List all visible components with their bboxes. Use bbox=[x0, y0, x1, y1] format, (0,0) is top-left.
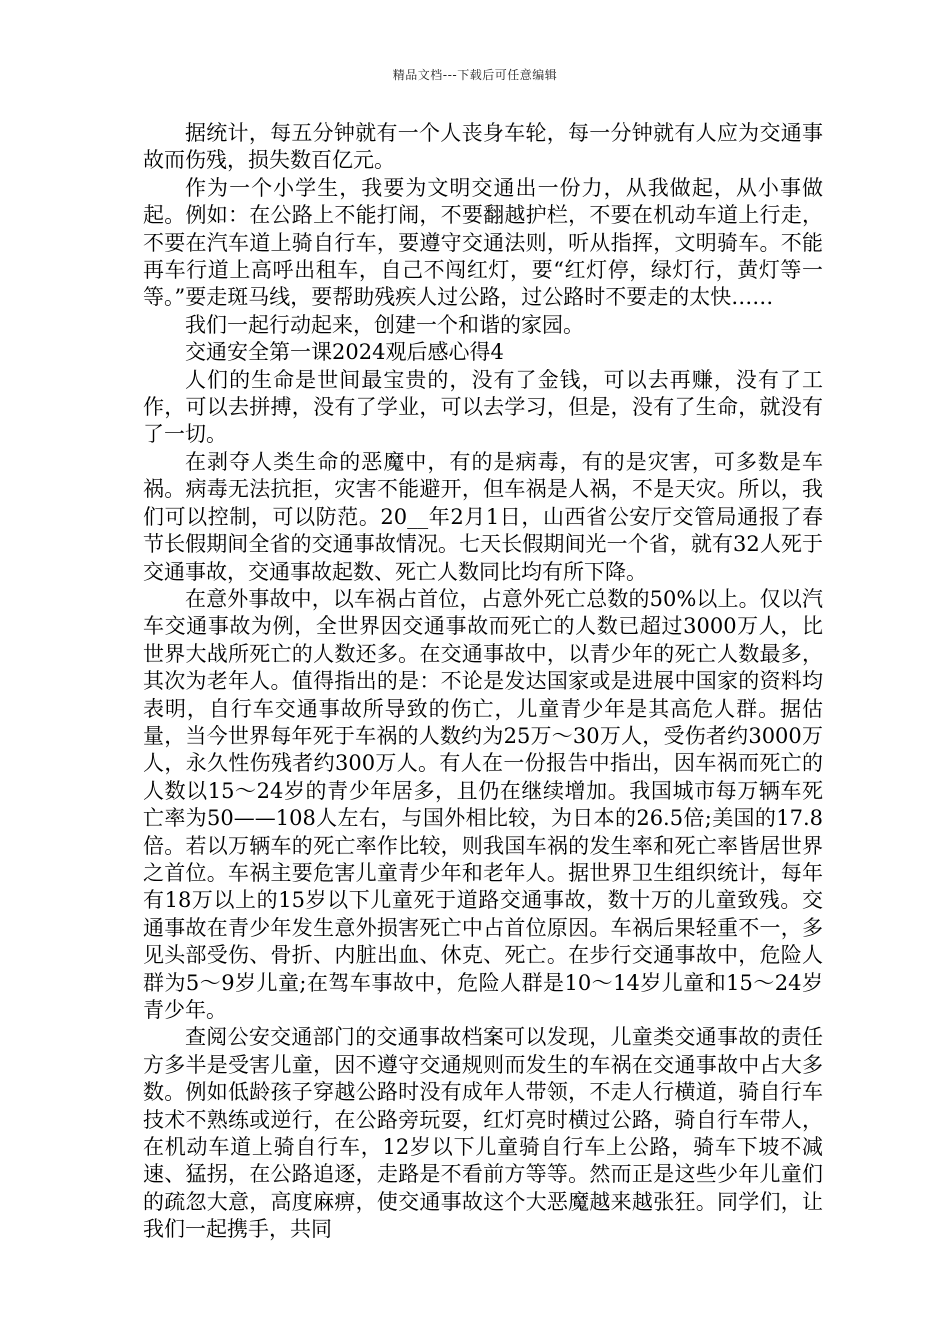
paragraph-accident-statistics: 在意外事故中，以车祸占首位，占意外死亡总数的50%以上。仅以汽车交通事故为例，全世界因交通事故而死亡的人数已超过3000万人，比世界大战所死亡的人数还多。在交通事故中，以青少年的死亡人数最多，其次为老年人。值得指出的是：不论是发达国家或是进展中国家的资料均表明，自行车交通事故所导致的伤亡，儿童青少年是其高危人群。据估量，当今世界每年死于车祸的人数约为25万～30万人，受伤者约3000万人，永久性伤残者约300万人。有人在一份报告中指出，因车祸而死亡的人数以15～24岁的青少年居多，且仍在继续增加。我国城市每万辆车死亡率为50——108人左右，与国外相比较，为日本的26.5倍;美国的17.8倍。若以万辆车的死亡率作比较，则我国车祸的发生率和死亡率皆居世界之首位。车祸主要危害儿童青少年和老年人。据世界卫生组织统计，每年有18万以上的15岁以下儿童死于道路交通事故，数十万的儿童致残。交通事故在青少年发生意外损害死亡中占首位原因。车祸后果轻重不一，多见头部受伤、骨折、内脏出血、休克、死亡。在步行交通事故中，危险人群为5～9岁儿童;在驾车事故中，危险人群是10～14岁儿童和15～24岁青少年。 bbox=[143, 586, 823, 1022]
page-header: 精品文档---下载后可任意编辑 bbox=[392, 68, 558, 82]
paragraph-statistics: 据统计，每五分钟就有一个人丧身车轮，每一分钟就有人应为交通事故而伤残，损失数百亿元。 bbox=[143, 121, 823, 173]
paragraph-student-pledge: 作为一个小学生，我要为文明交通出一份力，从我做起，从小事做起。例如：在公路上不能打闹，不要翻越护栏，不要在机动车道上行走，不要在汽车道上骑自行车，要遵守交通法则，听从指挥，文明骑车。不能再车行道上高呼出租车，自己不闯红灯，要“红灯停，绿灯行，黄灯等一等。”要走斑马线，要帮助残疾人过公路，过公路时不要走的太快…… bbox=[143, 175, 823, 310]
paragraph-call-to-action: 我们一起行动起来，创建一个和谐的家园。 bbox=[185, 312, 584, 337]
paragraph-car-accidents: 在剥夺人类生命的恶魔中，有的是病毒，有的是灾害，可多数是车祸。病毒无法抗拒，灾害不能避开，但车祸是人祸，不是天灾。所以，我们可以控制，可以防范。20__年2月1日，山西省公安厅交管局通报了春节长假期间全省的交通事故情况。七天长假期间光一个省，就有32人死于交通事故，交通事故起数、死亡人数同比均有所下降。 bbox=[143, 449, 823, 584]
paragraph-children-responsibility: 查阅公安交通部门的交通事故档案可以发现，儿童类交通事故的责任方多半是受害儿童，因不遵守交通规则而发生的车祸在交通事故中占大多数。例如低龄孩子穿越公路时没有成年人带领，不走人行横道，骑自行车技术不熟练或逆行，在公路旁玩耍，红灯亮时横过公路，骑自行车带人，在机动车道上骑自行车，12岁以下儿童骑自行车上公路，骑车下坡不减速、猛拐，在公路追逐，走路是不看前方等等。然而正是这些少年儿童们的疏忽大意，高度麻痹，使交通事故这个大恶魔越来越张狂。同学们，让我们一起携手，共同 bbox=[143, 1025, 823, 1242]
document-body bbox=[143, 120, 823, 1244]
section-heading: 交通安全第一课2024观后感心得4 bbox=[185, 340, 504, 365]
paragraph-value-of-life: 人们的生命是世间最宝贵的，没有了金钱，可以去再赚，没有了工作，可以去拼搏，没有了学业，可以去学习，但是，没有了生命，就没有了一切。 bbox=[143, 367, 823, 447]
